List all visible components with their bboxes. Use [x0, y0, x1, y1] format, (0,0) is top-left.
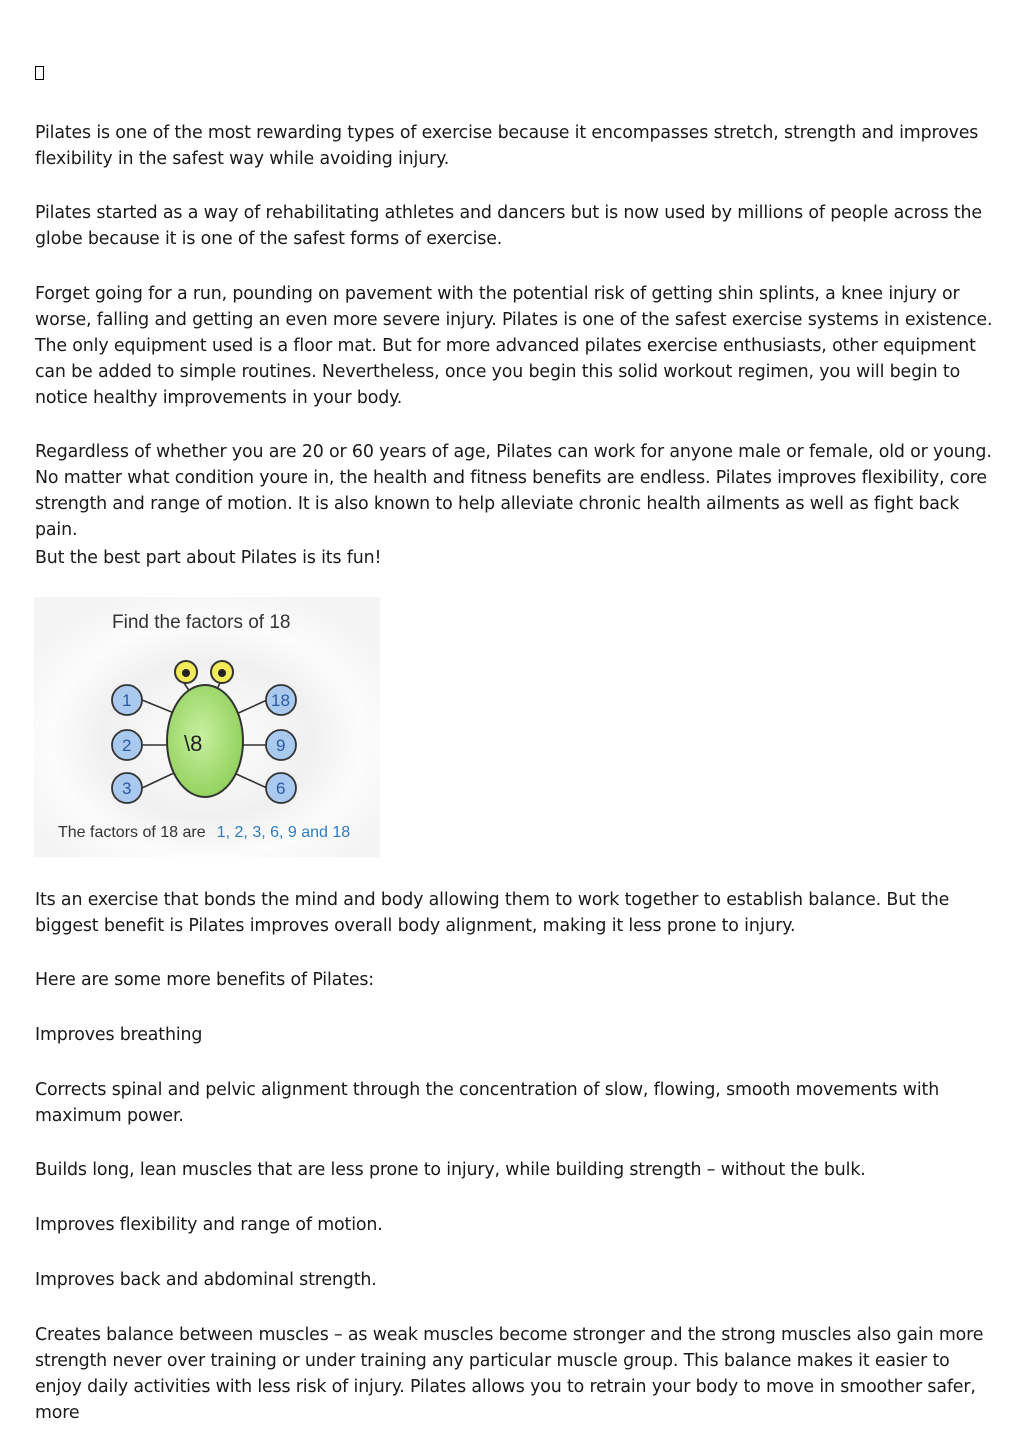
benefit-muscles: Builds long, lean muscles that are less prone to injury, while building strength – without the bulk.	[35, 1160, 866, 1180]
factor-label: 18	[271, 691, 290, 710]
left-factor-bubbles	[112, 685, 142, 803]
factors-illustration-svg	[34, 597, 380, 857]
factor-label: 6	[276, 779, 286, 798]
benefit-alignment: Corrects spinal and pelvic alignment through the concentration of slow, flowing, smooth movements with maximum power.	[35, 1080, 940, 1126]
factor-label: 3	[122, 779, 132, 798]
benefit-balance: Creates balance between muscles – as weak muscles become stronger and the strong muscles also gain more strength never over training or under training any particular muscle group. This balance makes it easier to enjoy daily activities with less risk of injury. Pilates allows you to retrain your body to move in smoother safer, more	[35, 1325, 984, 1423]
paragraph-mind-body: Its an exercise that bonds the mind and body allowing them to work together to establish balance. But the biggest benefit is Pilates improves overall body alignment, making it less prone to injury.	[35, 890, 950, 936]
factor-label: 9	[276, 736, 286, 755]
right-factor-bubbles	[266, 685, 296, 803]
spider-body-label: \8	[184, 731, 203, 756]
paragraph-benefits-intro: Here are some more benefits of Pilates:	[35, 970, 374, 990]
missing-glyph-icon	[35, 66, 44, 80]
paragraph-age: Regardless of whether you are 20 or 60 years of age, Pilates can work for anyone male or female, old or young. No matter what condition youre in, the health and fitness benefits are endless. Pilates improves flexibility, core strength and range of motion. It is also known to help alleviate chronic health ailments as well as fight back pain.	[35, 442, 992, 540]
paragraph-fun: But the best part about Pilates is its fun!	[35, 548, 382, 568]
factor-label: 2	[122, 736, 132, 755]
benefit-flexibility: Improves flexibility and range of motion.	[35, 1215, 383, 1235]
figure-caption-values: 1, 2, 3, 6, 9 and 18	[216, 824, 351, 841]
spider-body	[167, 685, 243, 797]
factors-illustration	[34, 597, 380, 857]
figure-caption-prefix: The factors of 18 are	[58, 824, 206, 841]
benefit-breathing: Improves breathing	[35, 1025, 203, 1045]
paragraph-history: Pilates started as a way of rehabilitating athletes and dancers but is now used by millions of people across the globe because it is one of the safest forms of exercise.	[35, 203, 982, 249]
figure-title: Find the factors of 18	[112, 612, 291, 633]
figure-caption	[58, 822, 350, 841]
factor-label: 1	[122, 691, 132, 710]
benefit-back-strength: Improves back and abdominal strength.	[35, 1270, 377, 1290]
paragraph-safety: Forget going for a run, pounding on pavement with the potential risk of getting shin splints, a knee injury or worse, falling and getting an even more severe injury. Pilates is one of the safest exercise systems in existence. The only equipment used is a floor mat. But for more advanced pilates exercise enthusiasts, other equipment can be added to simple routines. Nevertheless, once you begin this solid workout regimen, you will begin to notice healthy improvements in your body.	[35, 284, 993, 408]
paragraph-intro: Pilates is one of the most rewarding types of exercise because it encompasses stretch, strength and improves flexibility in the safest way while avoiding injury.	[35, 123, 979, 169]
